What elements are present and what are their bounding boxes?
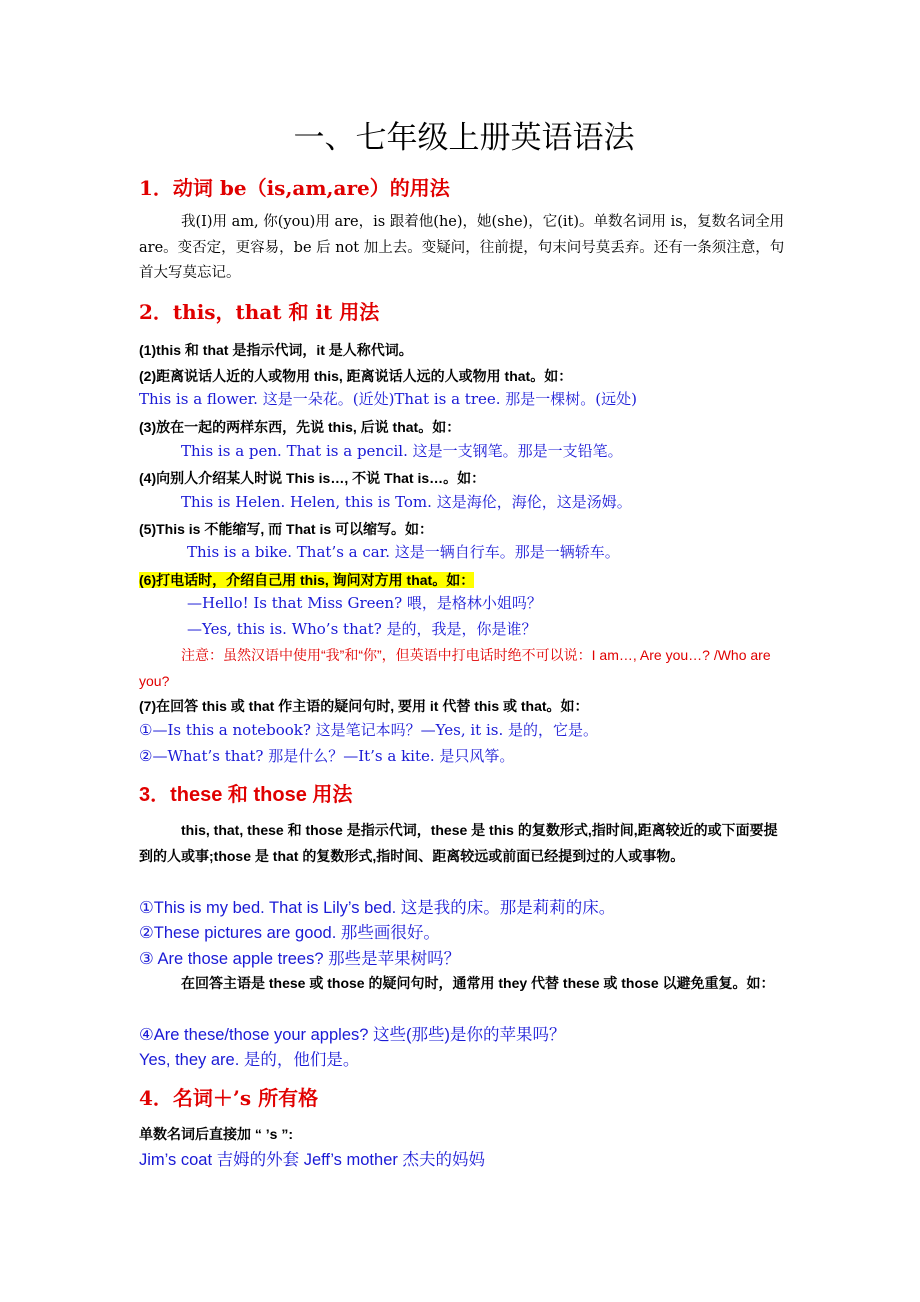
note <box>139 642 789 694</box>
example-6a: —Hello! Is that Miss Green? 喂，是格林小姐吗？ <box>187 594 542 612</box>
example-2: This is a flower. 这是一朵花。(近处)That is a tree. 那是一棵树。(远处) <box>139 390 637 408</box>
rule-4-1: 单数名词后直接加 “ ’s ”: <box>139 1126 294 1142</box>
example-3-5: Yes, they are. 是的，他们是。 <box>139 1051 360 1069</box>
section-3-heading: 3．these 和 those 用法 <box>139 784 353 806</box>
page-title: 一、七年级上册英语语法 <box>293 120 635 156</box>
example-3: This is a pen. That is a pencil. 这是一支钢笔。那是一支铅笔。 <box>181 442 623 460</box>
rule-3: (3)放在一起的两样东西，先说 this, 后说 that。如： <box>139 419 461 435</box>
rule-4: (4)向别人介绍某人时说 This is…, 不说 That is…。如： <box>139 470 486 486</box>
example-4: This is Helen. Helen, this is Tom. 这是海伦，海伦，这是汤姆。 <box>181 493 632 511</box>
example-7a: ①—Is this a notebook? 这是笔记本吗？—Yes, it is. 是的，它是。 <box>139 721 598 739</box>
section-3-body-2: 在回答主语是 these 或 those 的疑问句时，通常用 they 代替 these 或 those 以避免重复。如： <box>181 975 775 991</box>
note-chinese: 注意：虽然汉语中使用“我”和“你”，但英语中打电话时绝不可以说： <box>181 647 592 663</box>
section-4-heading: 4．名词＋’s 所有格 <box>139 1086 319 1110</box>
example-4-1: Jim’s coat 吉姆的外套 Jeff’s mother 杰夫的妈妈 <box>139 1151 485 1169</box>
example-3-2: ②These pictures are good. 那些画很好。 <box>139 924 440 942</box>
rule-5: (5)This is 不能缩写, 而 That is 可以缩写。如： <box>139 521 434 537</box>
section-1-heading: 1．动词 be（is,am,are）的用法 <box>139 176 450 200</box>
note-english: I am…, Are you…? /Who are you? <box>139 647 771 689</box>
rule-1: (1)this 和 that 是指示代词，it 是人称代词。 <box>139 342 413 358</box>
example-3-4: ④Are these/those your apples? 这些(那些)是你的苹果吗？ <box>139 1026 566 1044</box>
rule-2: (2)距离说话人近的人或物用 this, 距离说话人远的人或物用 that。如： <box>139 368 573 384</box>
example-3-1: ①This is my bed. That is Lily’s bed. 这是我的床。那是莉莉的床。 <box>139 899 616 917</box>
section-1-body: 我(I)用 am, 你(you)用 are，is 跟着他(he)，她(she)，它(it)。单数名词用 is，复数名词全用 are。变否定，更容易，be 后 not 加上去。变疑问，往前提，句末问号莫丢弃。还有一条须注意，句首大写莫忘记。 <box>139 214 785 281</box>
section-2-heading: 2．this，that 和 it 用法 <box>139 300 380 324</box>
highlighted-rule-6: (6)打电话时，介绍自己用 this, 询问对方用 that。如： <box>139 572 475 588</box>
example-5: This is a bike. That’s a car. 这是一辆自行车。那是一辆轿车。 <box>187 543 620 561</box>
example-6b: —Yes, this is. Who’s that? 是的，我是，你是谁？ <box>187 620 537 638</box>
section-3-body: this, that, these 和 those 是指示代词，these 是 this 的复数形式,指时间,距离较近的或下面要提到的人或事;those 是 that 的复数形式,指时间、距离较远或前面已经提到过的人或事物。 <box>139 822 778 864</box>
rule-6 <box>139 570 474 590</box>
example-7b: ②—What’s that? 那是什么？—It’s a kite. 是只风筝。 <box>139 747 515 765</box>
rule-7: (7)在回答 this 或 that 作主语的疑问句时, 要用 it 代替 this 或 that。如： <box>139 698 589 714</box>
example-3-3: ③ Are those apple trees? 那些是苹果树吗？ <box>139 950 461 968</box>
